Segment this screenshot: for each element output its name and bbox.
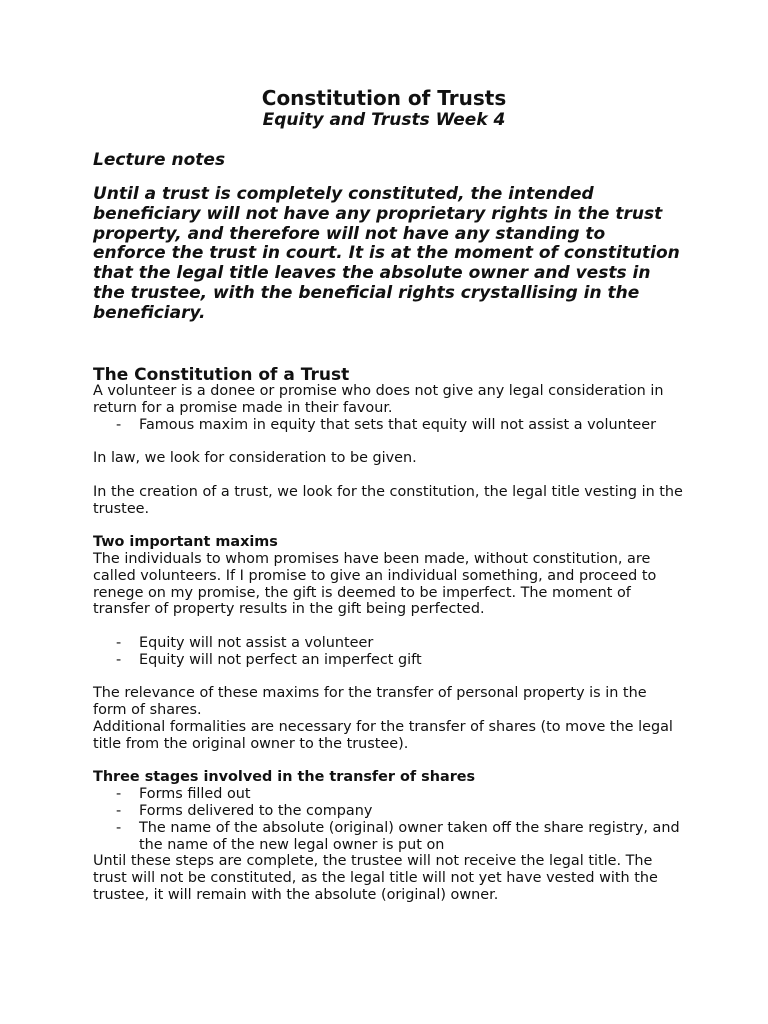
list-item xyxy=(93,417,683,434)
dash-bullet: - xyxy=(116,651,122,668)
maxims-list xyxy=(93,635,683,669)
creation-paragraph: In the creation of a trust, we look for the constitution, the legal title vesting in the trustee. xyxy=(93,483,683,517)
list-item-text: The name of the absolute (original) owner taken off the share registry, and the name of the new legal owner is put on xyxy=(139,819,680,853)
volunteer-definition: A volunteer is a donee or promise who does not give any legal consideration in return for a promise made in their favour. xyxy=(93,383,664,416)
dash-bullet: - xyxy=(116,634,122,651)
list-item-text: Forms delivered to the company xyxy=(139,802,373,819)
list-item xyxy=(93,786,683,803)
dash-bullet: - xyxy=(116,786,122,803)
stages-heading: Three stages involved in the transfer of shares xyxy=(93,769,476,786)
list-item xyxy=(93,803,683,820)
closing-paragraph: Until these steps are complete, the trustee will not receive the legal title. The trust will not be constituted, as the legal title will not yet have vested with the trustee, it will remain with the absolute (original) owner. xyxy=(93,853,658,903)
list-item xyxy=(93,635,683,652)
maxims-heading: Two important maxims xyxy=(93,534,278,551)
list-item xyxy=(93,652,683,669)
dash-bullet: - xyxy=(116,416,122,433)
volunteer-list xyxy=(93,417,683,434)
list-item-text: Forms filled out xyxy=(139,786,251,803)
intro-paragraph: Until a trust is completely constituted, the intended beneficiary will not have any proprietary rights in the trust property, and therefore will not have any standing to enforce the trust in court. It is at the moment of constitution that the legal title leaves the absolute owner and vests in the trustee, with the beneficial rights crystallising in the beneficiary. xyxy=(93,184,680,323)
dash-bullet: - xyxy=(116,819,122,836)
section-body xyxy=(93,383,683,904)
formalities-paragraph: Additional formalities are necessary for the transfer of shares (to move the legal title from the original owner to the trustee). xyxy=(93,718,673,752)
relevance-paragraph: The relevance of these maxims for the transfer of personal property is in the form of shares. xyxy=(93,685,647,719)
list-item-text: Equity will not assist a volunteer xyxy=(139,634,374,651)
list-item-text: Equity will not perfect an imperfect gift xyxy=(139,651,422,668)
law-consideration-paragraph: In law, we look for consideration to be given. xyxy=(93,450,417,467)
list-item-text: Famous maxim in equity that sets that equity will not assist a volunteer xyxy=(139,416,656,433)
document-subtitle: Equity and Trusts Week 4 xyxy=(262,110,506,130)
maxims-paragraph: The individuals to whom promises have been made, without constitution, are called volunteers. If I promise to give an individual something, and proceed to renege on my promise, the gift is deemed to be imperfect. The moment of transfer of property results in the gift being perfected. xyxy=(93,550,657,618)
stages-list xyxy=(93,786,683,853)
list-item xyxy=(93,820,683,854)
lecture-notes-heading: Lecture notes xyxy=(93,150,226,170)
dash-bullet: - xyxy=(116,802,122,819)
document-title: Constitution of Trusts xyxy=(261,86,507,110)
section-heading: The Constitution of a Trust xyxy=(93,365,350,385)
